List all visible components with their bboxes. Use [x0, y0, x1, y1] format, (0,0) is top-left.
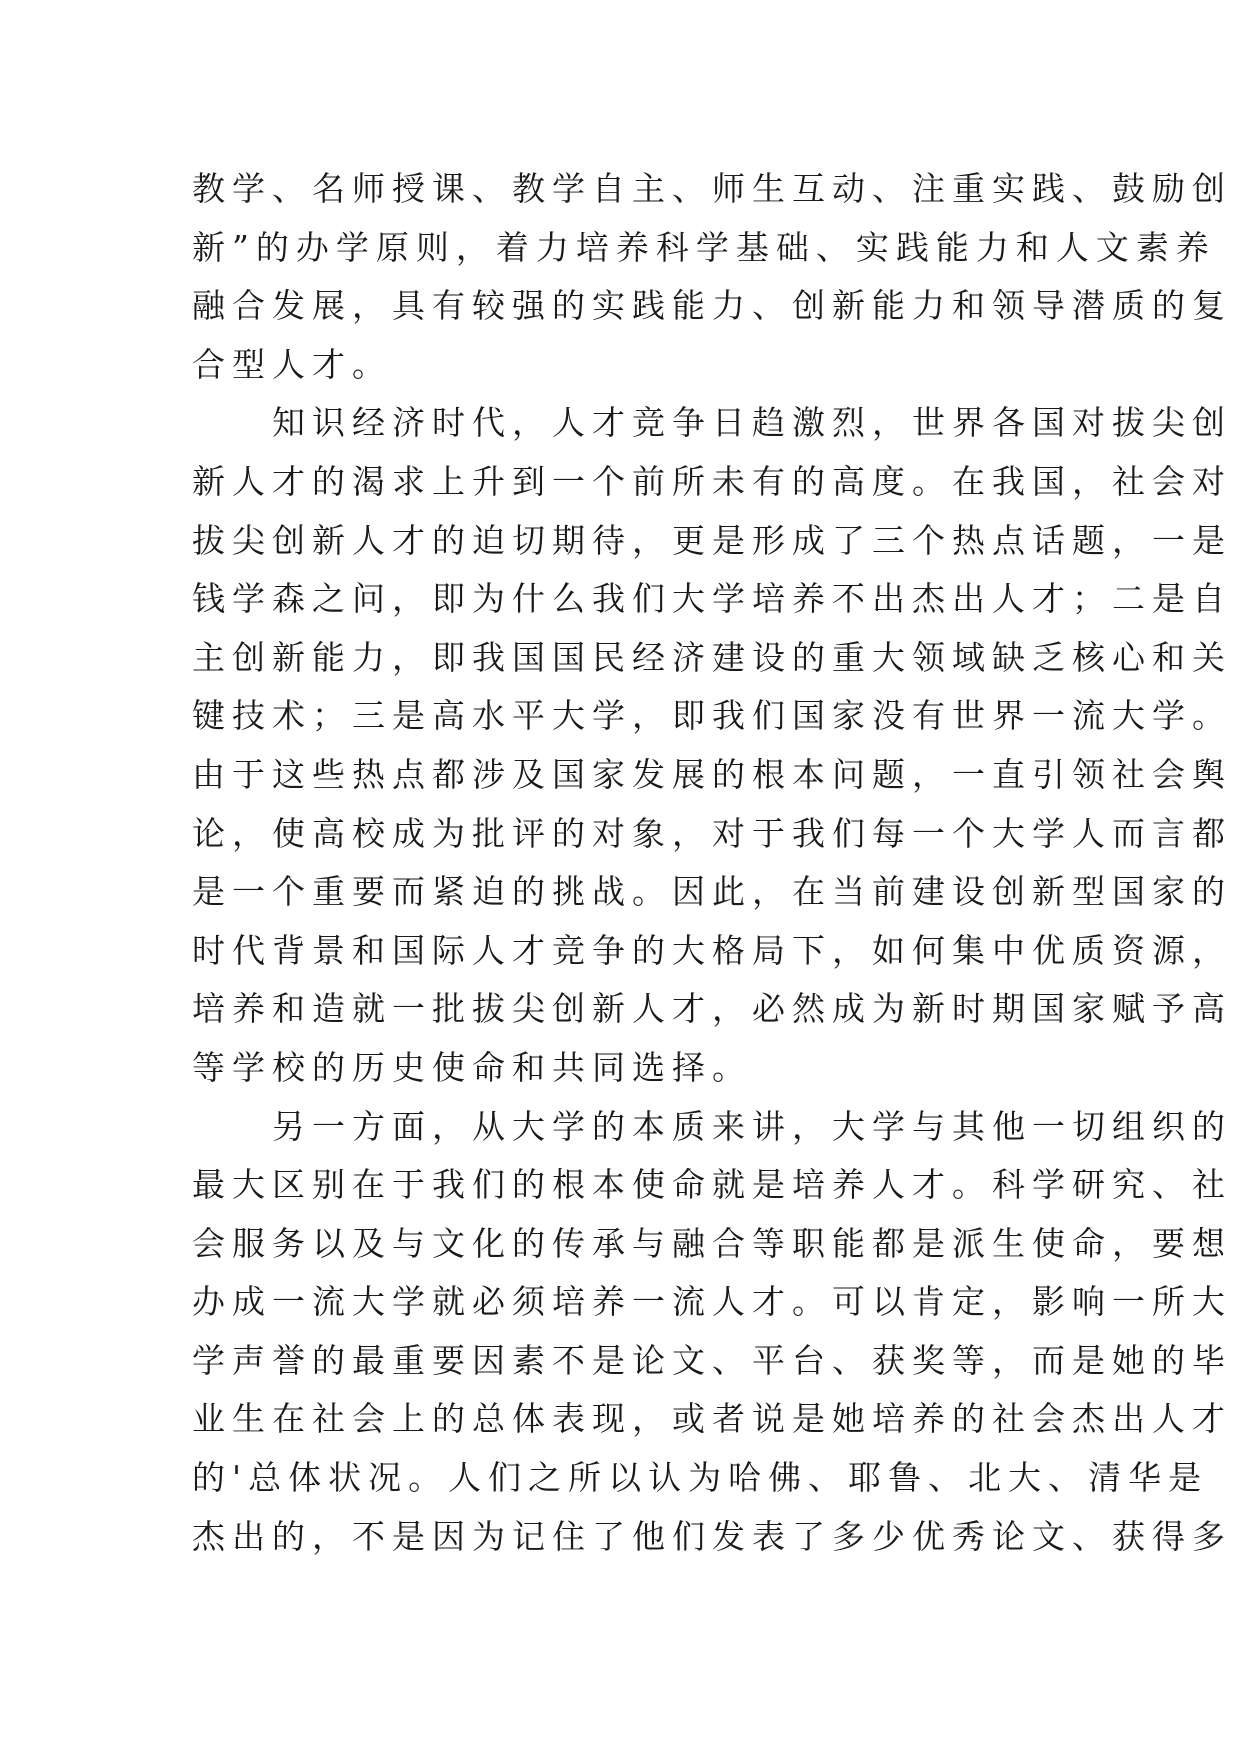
text-line: 另一方面，从大学的本质来讲，大学与其他一切组织的 — [272, 1106, 1232, 1146]
paragraph — [192, 160, 1232, 394]
text-line: 的'总体状况。人们之所以认为哈佛、耶鲁、北大、清华是 — [192, 1458, 1209, 1498]
text-line: 最大区别在于我们的根本使命就是培养人才。科学研究、社 — [192, 1165, 1232, 1205]
text-line: 主创新能力，即我国国民经济建设的重大领域缺乏核心和关 — [192, 637, 1232, 677]
text-line: 融合发展，具有较强的实践能力、创新能力和领导潜质的复 — [192, 286, 1232, 326]
paragraph — [192, 1098, 1232, 1567]
text-line: 拔尖创新人才的迫切期待，更是形成了三个热点话题，一是 — [192, 520, 1232, 560]
text-line: 是一个重要而紧迫的挑战。因此，在当前建设创新型国家的 — [192, 872, 1232, 912]
text-line: 合型人才。 — [192, 344, 392, 384]
text-line: 新”的办学原则，着力培养科学基础、实践能力和人文素养 — [192, 227, 1216, 267]
paragraph — [192, 394, 1232, 1097]
text-line: 学声誉的最重要因素不是论文、平台、获奖等，而是她的毕 — [192, 1340, 1232, 1380]
text-line: 新人才的渴求上升到一个前所未有的高度。在我国，社会对 — [192, 461, 1232, 501]
text-line: 杰出的，不是因为记住了他们发表了多少优秀论文、获得多 — [192, 1516, 1232, 1556]
document-body — [192, 160, 1232, 1566]
text-line: 键技术；三是高水平大学，即我们国家没有世界一流大学。 — [192, 696, 1232, 736]
text-line: 培养和造就一批拔尖创新人才，必然成为新时期国家赋予高 — [192, 989, 1232, 1029]
text-line: 教学、名师授课、教学自主、师生互动、注重实践、鼓励创 — [192, 169, 1232, 208]
text-line: 钱学森之问，即为什么我们大学培养不出杰出人才；二是自 — [192, 579, 1232, 619]
text-line: 等学校的历史使命和共同选择。 — [192, 1047, 752, 1087]
text-line: 知识经济时代，人才竞争日趋激烈，世界各国对拔尖创 — [272, 403, 1232, 443]
text-line: 论，使高校成为批评的对象，对于我们每一个大学人而言都 — [192, 813, 1232, 853]
text-line: 由于这些热点都涉及国家发展的根本问题，一直引领社会舆 — [192, 754, 1232, 794]
text-line: 会服务以及与文化的传承与融合等职能都是派生使命，要想 — [192, 1223, 1232, 1263]
text-line: 时代背景和国际人才竞争的大格局下，如何集中优质资源， — [192, 930, 1232, 970]
text-line: 办成一流大学就必须培养一流人才。可以肯定，影响一所大 — [192, 1282, 1232, 1322]
text-line: 业生在社会上的总体表现，或者说是她培养的社会杰出人才 — [192, 1399, 1232, 1439]
